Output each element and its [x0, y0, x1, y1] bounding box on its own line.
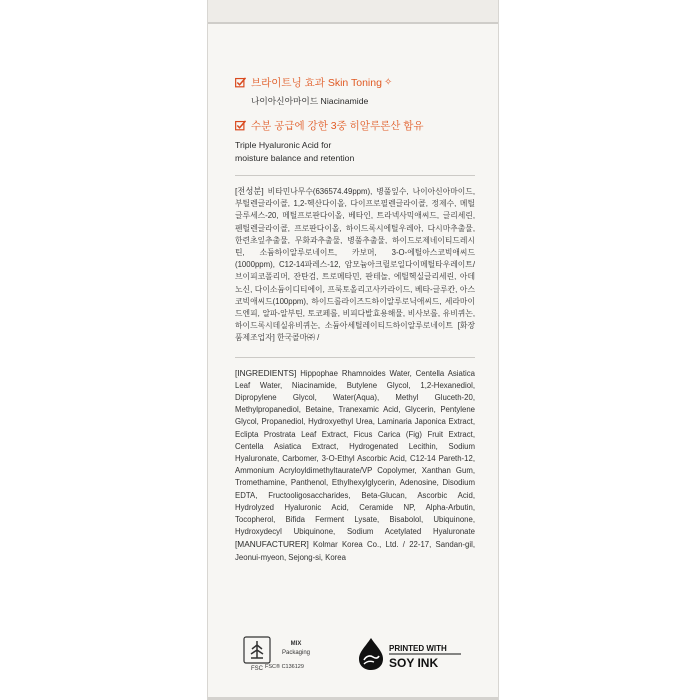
- package-footer: [235, 628, 475, 678]
- soy-line2: SOY INK: [389, 656, 439, 670]
- fsc-label: FSC: [251, 666, 263, 672]
- manufacturer-label: [MANUFACTURER]: [235, 539, 309, 550]
- divider: [235, 175, 475, 176]
- fsc-code: FSC® C136129: [265, 664, 304, 670]
- claim-hyaluronic: [235, 118, 475, 133]
- fsc-mix-text: [281, 640, 311, 658]
- checkbox-check-icon: [235, 77, 246, 88]
- soy-ink-badge: [353, 636, 473, 672]
- divider: [235, 357, 475, 358]
- claim-title: 수분 공급에 강한 3중 히알루론산 함유: [251, 120, 424, 132]
- claim-subtitle-line: Triple Hyaluronic Acid for: [235, 140, 332, 150]
- claim-subtitle: 나이아신아마이드 Niacinamide: [251, 96, 369, 106]
- checkbox-check-icon: [235, 120, 246, 131]
- korean-ingredients: [235, 185, 475, 345]
- sparkle-icon: ✧: [383, 77, 393, 88]
- package-side-panel: [207, 0, 499, 700]
- package-top-flap: [208, 0, 498, 24]
- korean-ingredients-label: [전성분]: [235, 186, 264, 196]
- soy-drop-icon: [359, 638, 383, 670]
- claim-skin-toning: [235, 75, 475, 90]
- manufacturer-text: Kolmar Korea Co., Ltd. / 22-17, Sandan-gil, Jeonui-myeon, Sejong-si, Korea: [235, 540, 475, 562]
- claim-subtitle-block: [235, 139, 475, 165]
- korean-ingredients-text: 비타민나무수(636574.49ppm), 병풀잎수, 나이아신아마이드, 부틸렌글라이콜, 1,2-헥산다이올, 다이프로필렌글라이콜, 정제수, 메틸글루세스-20, 메틸프로판다이올, 베타인, 트라넥사믹애씨드, 글리세린, 펜틸렌글라이콜, 프로판다이올, 하이드록시에틸우레아, 다시마추출물, 한련초잎추출물, 무화과추출물, 병풀추출물, 하이드로제네이티드레시틴, 소듐하이알루로네이트, 카보머, 3-O-에틸아스코빅애씨드(1000ppm), C12-14파레스-12, 암모늄아크릴로일다이메틸타우레이트/브이피코폴리머, 잔탄검, 트로메타민, 판테놀, 에틸헥실글리세린, 아데노신, 다이소듐이디티에이, 프룩토올리고사카라이드, 베타-글루칸, 아스코빅애씨드(100ppm), 하이드롤라이즈드하이알루로닉애씨드, 세라마이드엔피, 알파-알부틴, 토코페롤, 비피다발효용해물, 비사보롤, 유비퀴논, 하이드록시데실유비퀴논, 소듐아세틸레이티드하이알루로네이트 [화장품제조업자] 한국콜마㈜ /: [235, 187, 475, 343]
- claim-title: 브라이트닝 효과 Skin Toning: [251, 77, 382, 89]
- english-ingredients: [235, 367, 475, 564]
- english-ingredients-text: Hippophae Rhamnoides Water, Centella Asiatica Leaf Water, Niacinamide, Butylene Glycol, 1,2-Hexanediol, Dipropylene Glycol, Water(Aqua), Methyl Gluceth-20, Methylpropanediol, Betaine, Tranexamic Acid, Glycerin, Pentylene Glycol, Propanediol, Hydroxyethyl Urea, Laminaria Japonica Extract, Eclipta Prostrata Leaf Extract, Ficus Carica (Fig) Fruit Extract, Centella Asiatica Extract, Hydrogenated Lecithin, Sodium Hyaluronate, Carbomer, 3-O-Ethyl Ascorbic Acid, C12-14 Pareth-12, Ammonium Acryloyldimethyltaurate/VP Copolymer, Xanthan Gum, Tromethamine, Panthenol, Ethylhexylglycerin, Adenosine, Disodium EDTA, Fructooligosaccharides, Beta-Glucan, Ascorbic Acid, Hydrolyzed Hyaluronic Acid, Ceramide NP, Alpha-Arbutin, Tocopherol, Bifida Ferment Lysate, Bisabolol, Ubiquinone, Hydroxydecyl Ubiquinone, Sodium Acetylated Hyaluronate: [235, 368, 476, 537]
- fsc-packaging: Packaging: [281, 650, 311, 656]
- english-ingredients-label: [INGREDIENTS]: [235, 367, 297, 378]
- soy-line1: PRINTED WITH: [389, 644, 447, 653]
- fsc-mix: MIX: [290, 641, 302, 647]
- panel-content: [235, 75, 475, 564]
- claim-subtitle-line: moisture balance and retention: [235, 153, 355, 163]
